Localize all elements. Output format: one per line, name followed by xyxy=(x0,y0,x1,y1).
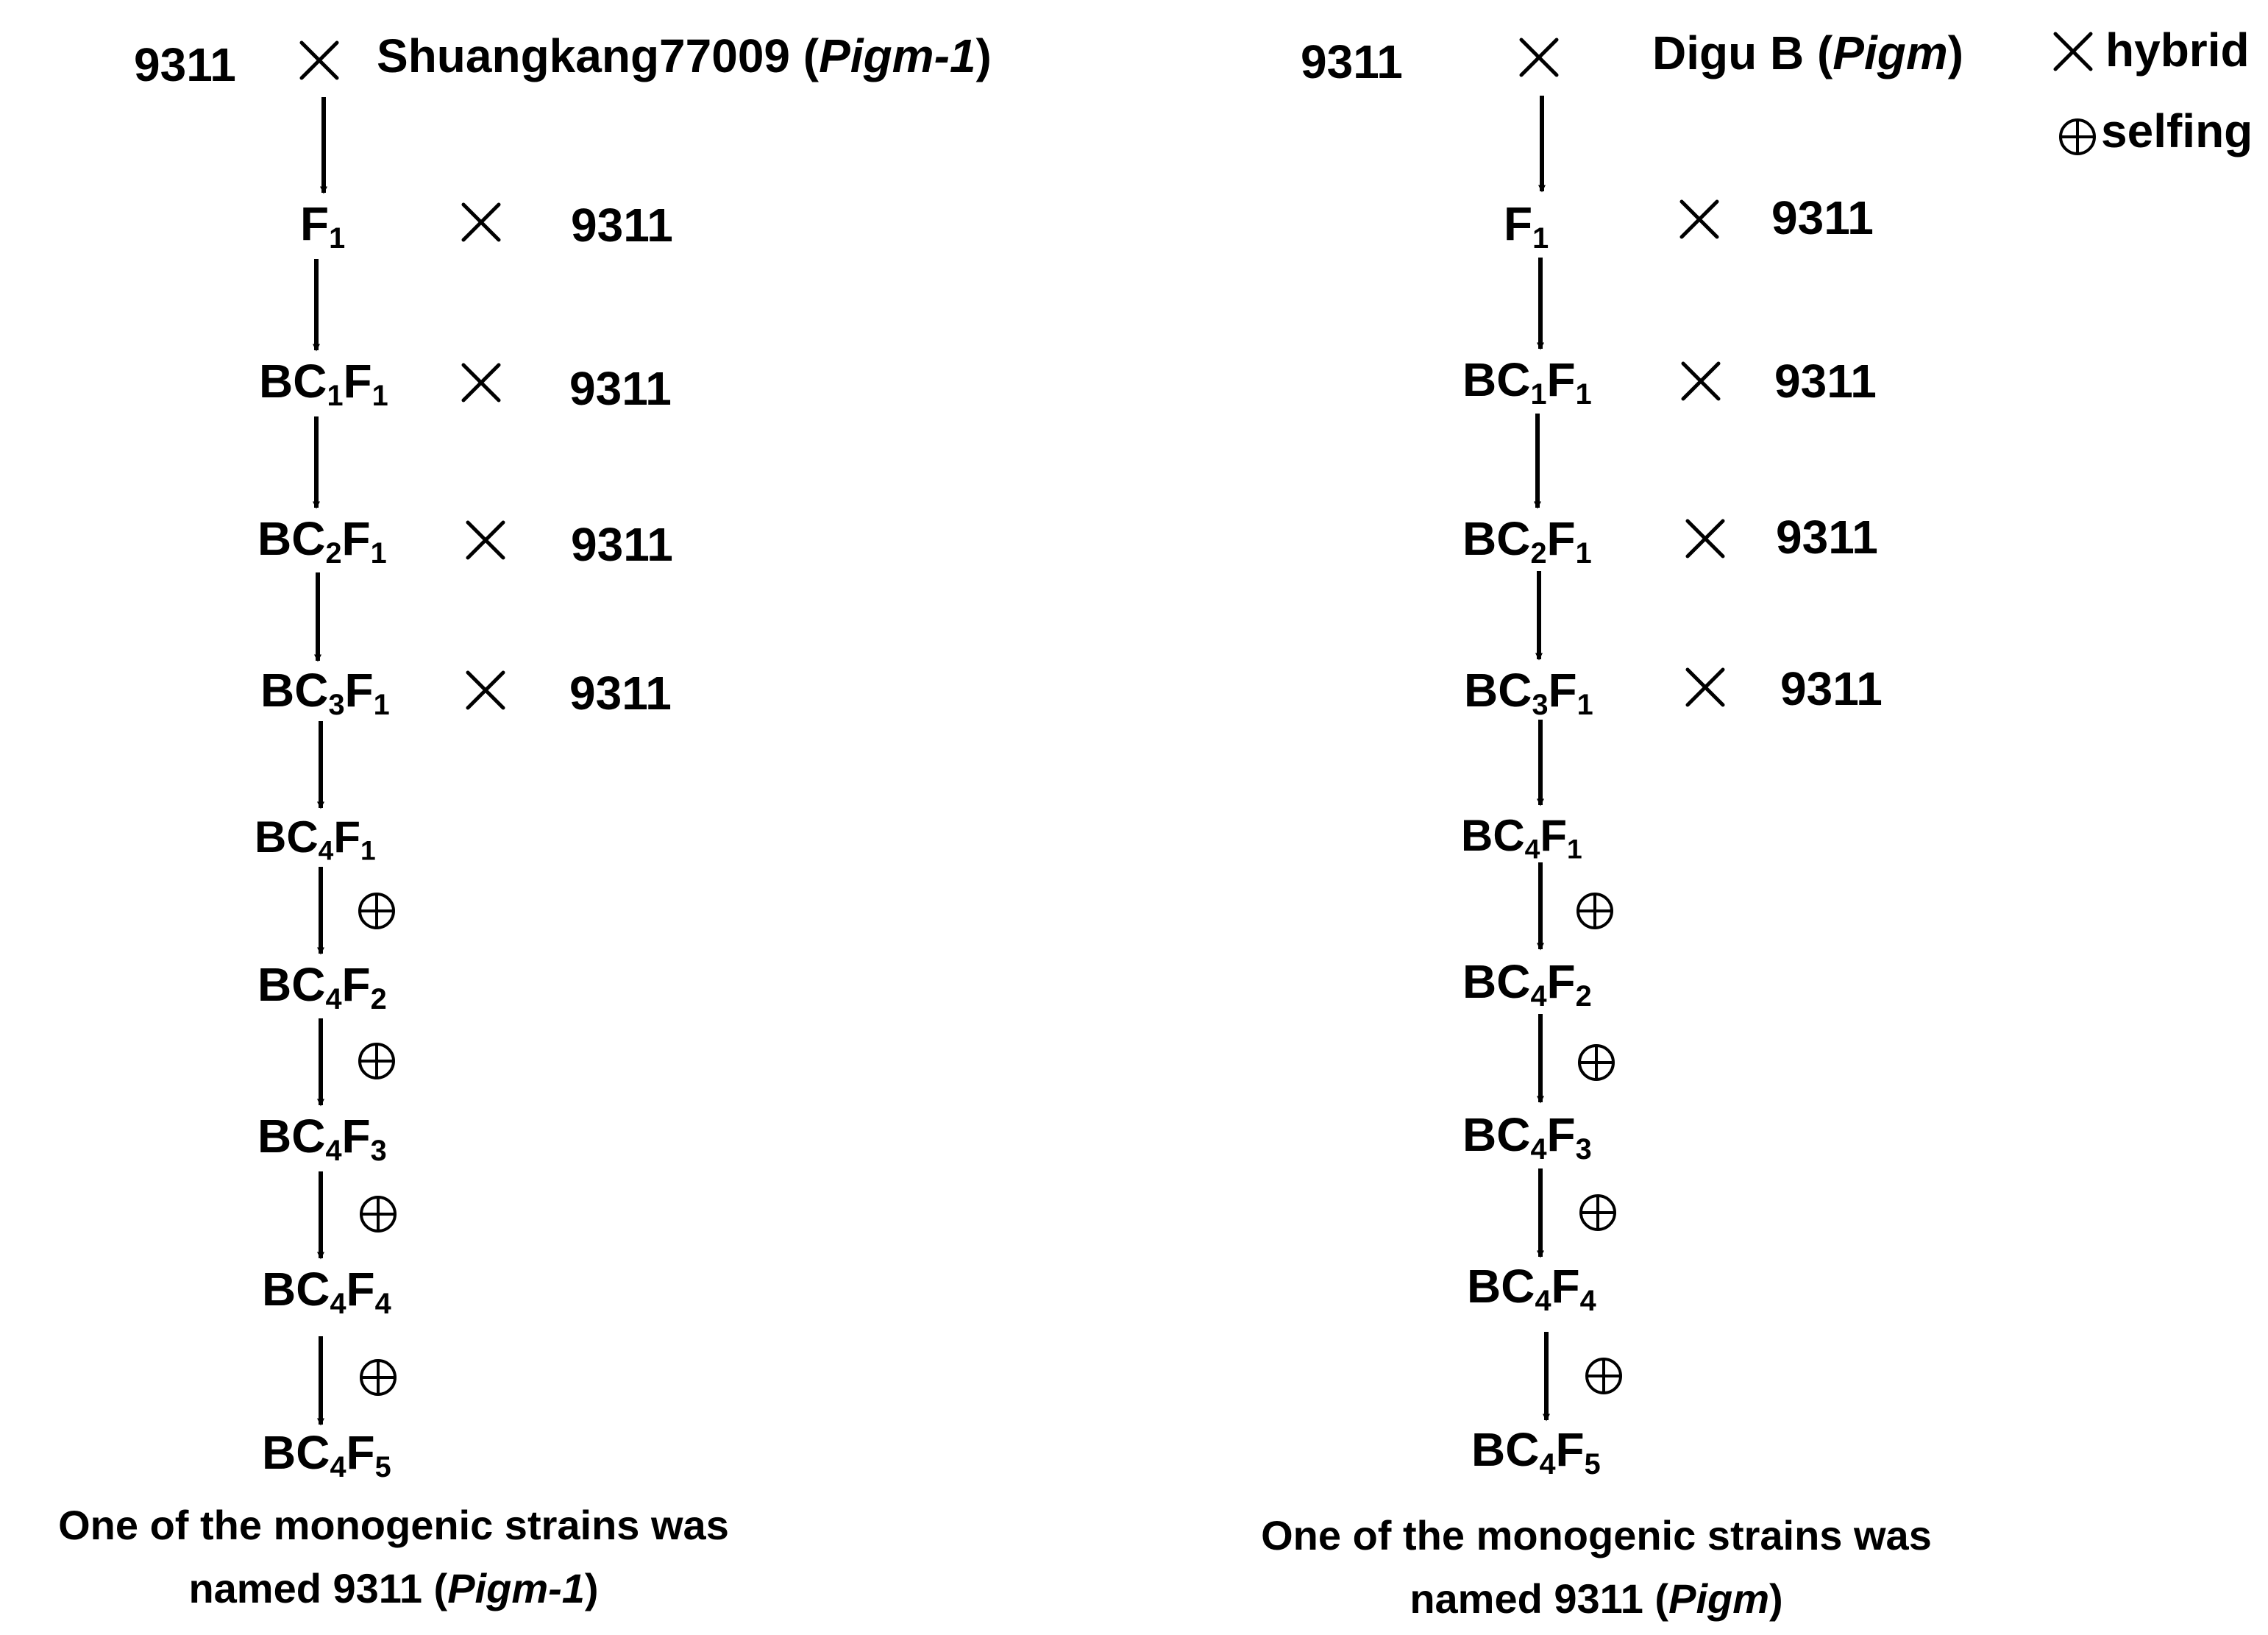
cross-icon xyxy=(2055,34,2091,69)
right-backcross-parent-4: 9311 xyxy=(1780,662,1883,715)
selfing-icon xyxy=(360,1044,394,1078)
left-result-line2: named 9311 (Pigm-1) xyxy=(188,1565,599,1611)
left-gen-bc4f1: $BC_4F_1$ xyxy=(255,812,376,866)
right-gen-bc1f1: $BC_1F_1$ xyxy=(1462,353,1592,411)
legend-hybrid-label: hybrid xyxy=(2105,24,2250,77)
legend-selfing-label: selfing xyxy=(2101,104,2253,157)
right-gen-bc4f3: $BC_4F_3$ xyxy=(1462,1108,1592,1166)
selfing-icon xyxy=(1578,894,1612,928)
cross-icon xyxy=(1683,363,1718,399)
cross-icon xyxy=(1521,40,1557,75)
left-result-line1: One of the monogenic strains was xyxy=(58,1502,729,1548)
left-backcross-parent-1: 9311 xyxy=(571,199,673,252)
left-gen-bc2f1: $BC_2F_1$ xyxy=(257,512,387,570)
right-gen-bc4f4: $BC_4F_4$ xyxy=(1467,1260,1596,1318)
right-parent-b: Digu B (Pigm) xyxy=(1652,26,1964,79)
cross-icon xyxy=(463,365,499,400)
cross-icon xyxy=(463,205,499,240)
right-result-gene: Pigm xyxy=(1668,1575,1770,1622)
left-gen-bc3f1: $BC_3F_1$ xyxy=(260,664,390,722)
selfing-icon xyxy=(361,1361,395,1394)
cross-icon xyxy=(1688,521,1723,556)
left-backcross-parent-2: 9311 xyxy=(569,362,672,415)
selfing-icon xyxy=(1587,1359,1621,1393)
left-parent-b-name: Shuangkang77009 xyxy=(377,29,790,82)
right-parent-b-gene: Pigm xyxy=(1832,26,1948,79)
left-result-gene: Pigm-1 xyxy=(447,1565,585,1611)
left-backcross-parent-3: 9311 xyxy=(571,518,673,571)
left-gen-bc4f2: $BC_4F_2$ xyxy=(257,958,387,1016)
right-parent-a: 9311 xyxy=(1301,35,1403,88)
cross-icon xyxy=(302,43,337,78)
left-parent-a: 9311 xyxy=(134,38,236,91)
left-gen-bc4f5: $BC_4F_5$ xyxy=(262,1426,391,1484)
right-gen-bc4f2: $BC_4F_2$ xyxy=(1462,955,1592,1013)
right-result-line1: One of the monogenic strains was xyxy=(1261,1512,1932,1558)
left-gen-bc4f3: $BC_4F_3$ xyxy=(257,1110,387,1168)
cross-icon xyxy=(1682,202,1717,237)
right-gen-bc2f1: $BC_2F_1$ xyxy=(1462,512,1592,570)
right-backcross-parent-1: 9311 xyxy=(1771,191,1874,244)
selfing-icon xyxy=(1579,1046,1613,1079)
cross-icon xyxy=(468,522,503,558)
selfing-icon xyxy=(1581,1196,1615,1230)
selfing-icon xyxy=(2061,120,2094,154)
left-result-prefix: named 9311 xyxy=(188,1565,422,1611)
right-result-line2: named 9311 (Pigm) xyxy=(1409,1575,1783,1622)
right-gen-bc3f1: $BC_3F_1$ xyxy=(1464,664,1593,722)
left-parent-b: Shuangkang77009 (Pigm-1) xyxy=(377,29,992,82)
right-backcross-parent-3: 9311 xyxy=(1776,511,1878,564)
right-gen-bc4f1: $BC_4F_1$ xyxy=(1461,811,1582,865)
left-gen-f1: $F_1$ xyxy=(300,197,346,255)
left-parent-b-gene: Pigm-1 xyxy=(819,29,976,82)
right-gen-f1: $F_1$ xyxy=(1504,197,1549,255)
right-gen-bc4f5: $BC_4F_5$ xyxy=(1471,1423,1601,1481)
cross-icon xyxy=(1688,670,1723,705)
left-gen-bc4f4: $BC_4F_4$ xyxy=(262,1263,391,1321)
cross-icon xyxy=(468,673,503,708)
right-result-prefix: named 9311 xyxy=(1409,1575,1643,1622)
left-backcross-parent-4: 9311 xyxy=(569,667,672,720)
selfing-icon xyxy=(360,894,394,928)
right-parent-b-name: Digu B xyxy=(1652,26,1805,79)
selfing-icon xyxy=(361,1197,395,1231)
right-backcross-parent-2: 9311 xyxy=(1774,355,1877,408)
left-gen-bc1f1: $BC_1F_1$ xyxy=(259,355,388,413)
